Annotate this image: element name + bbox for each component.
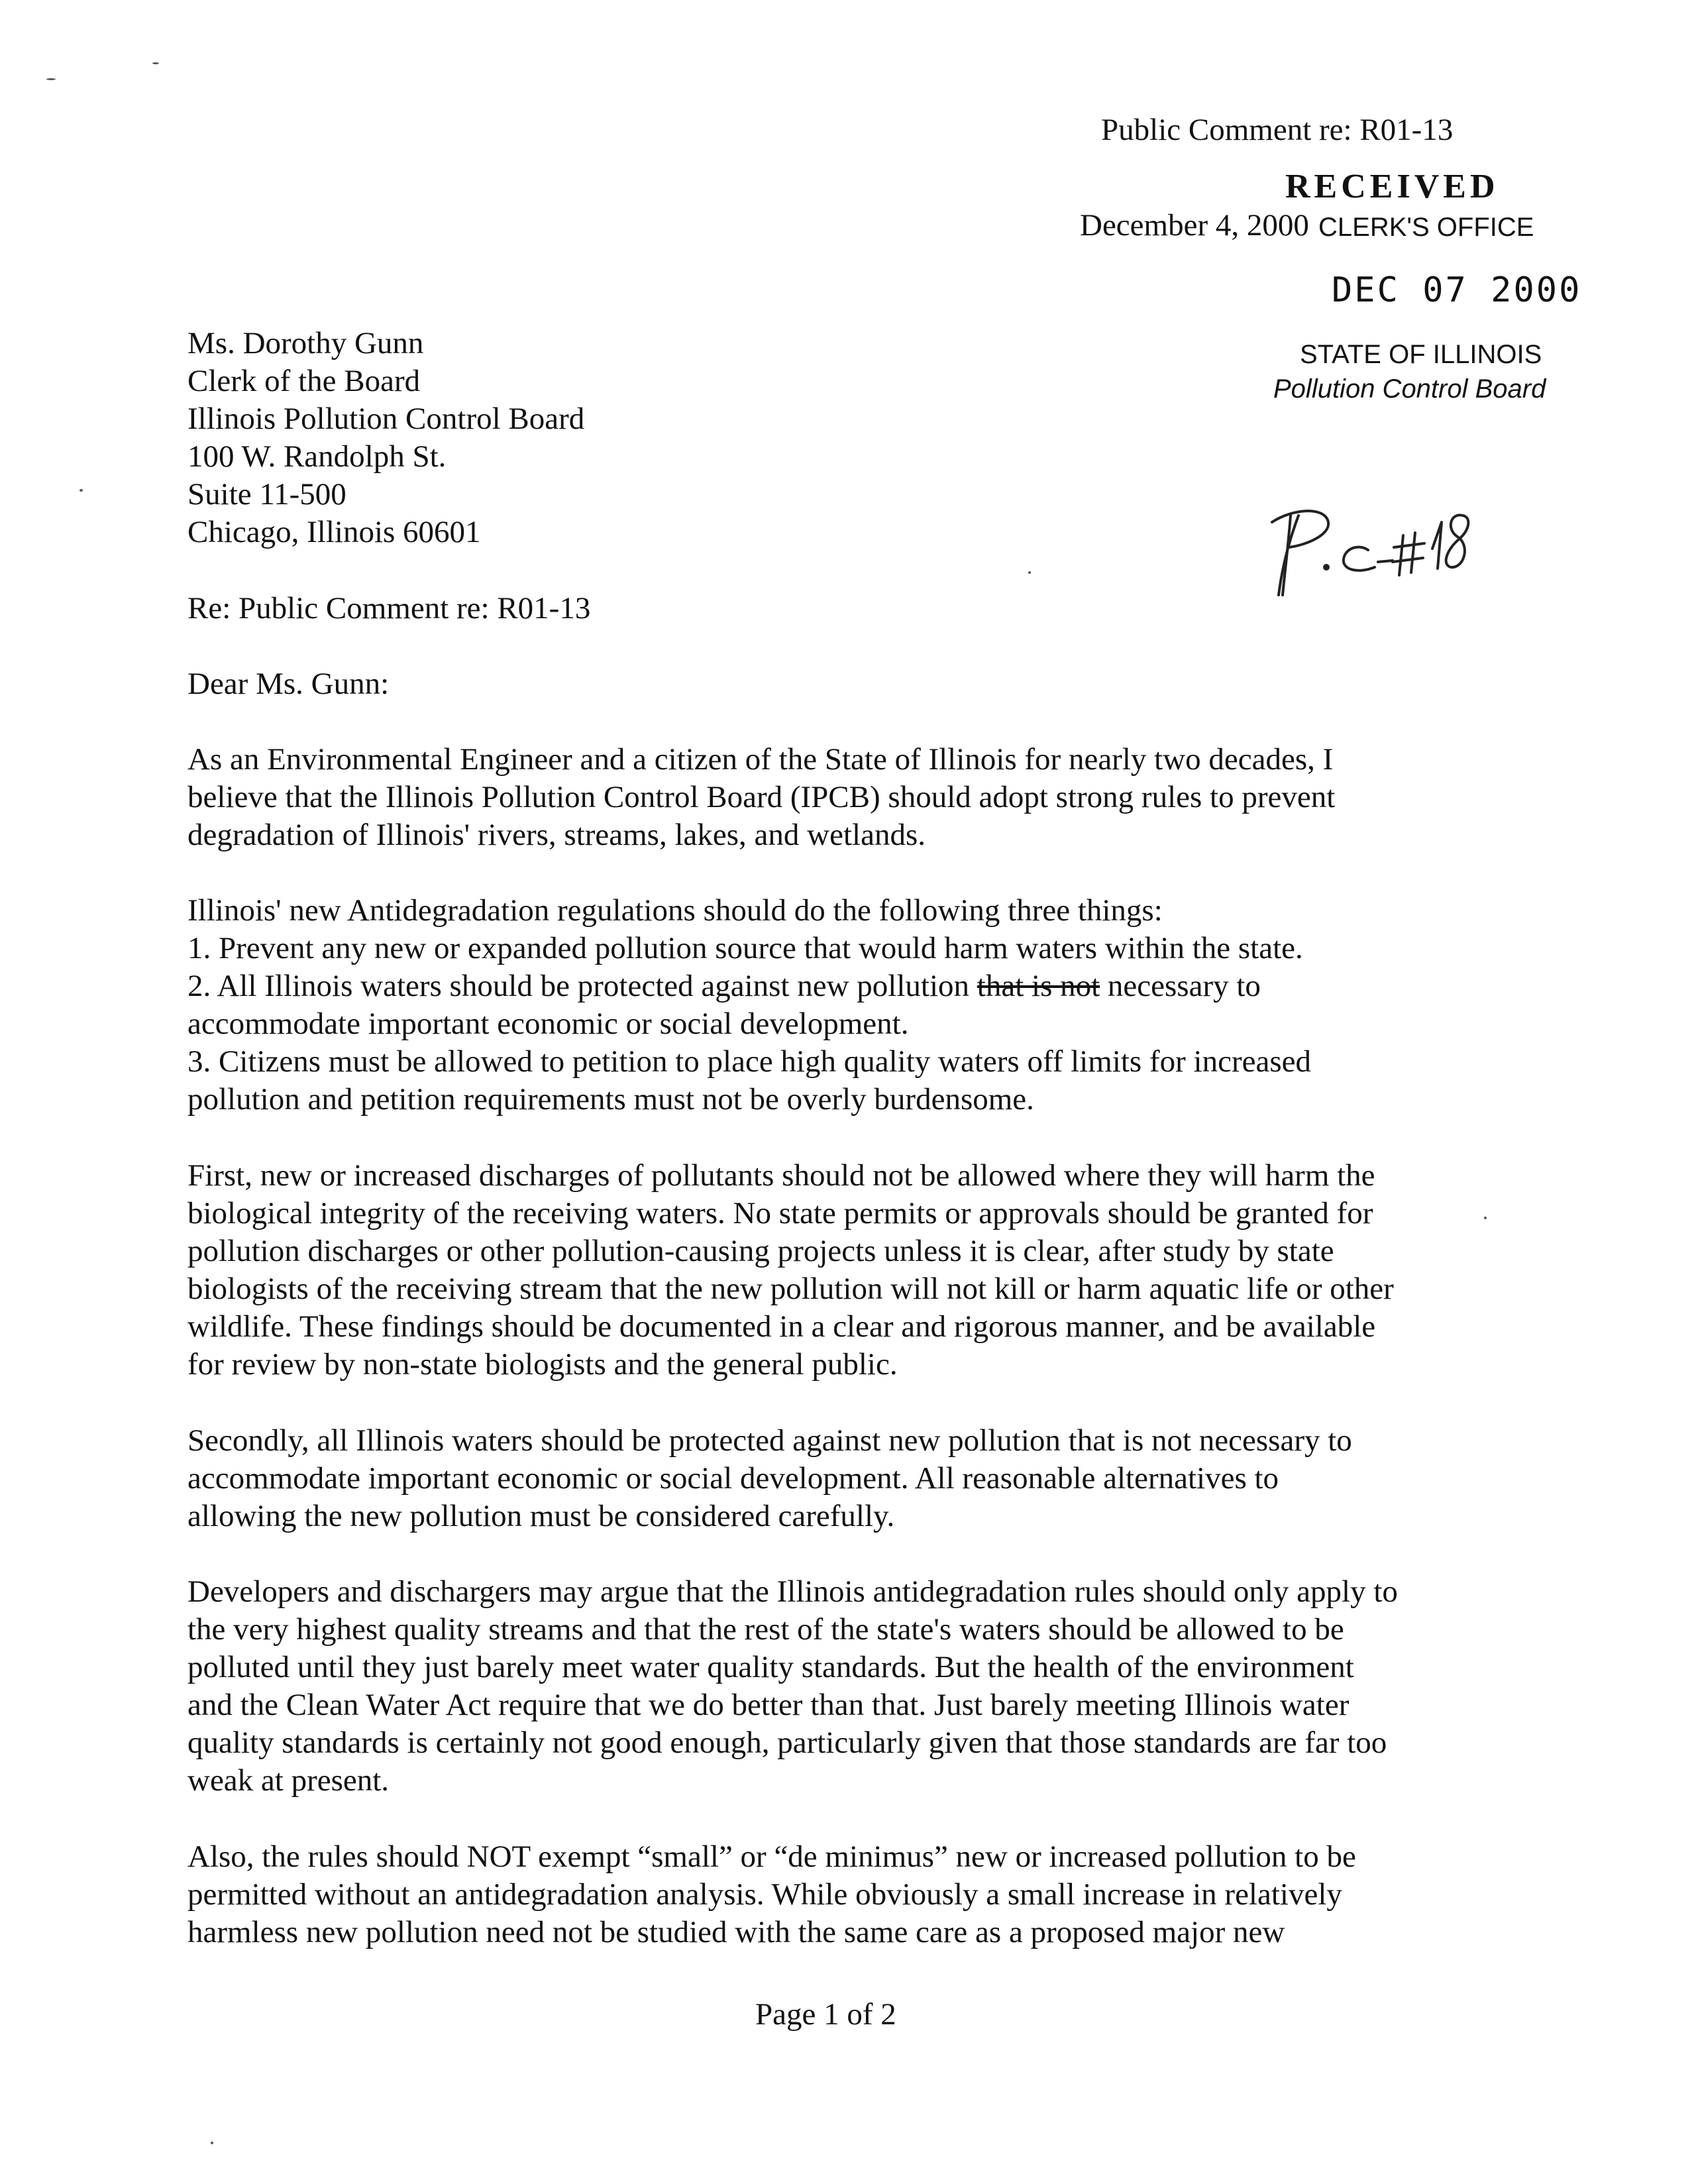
text-line: Secondly, all Illinois waters should be protected against new pollution that is not necessary to xyxy=(187,1423,1352,1458)
body-paragraph-6 xyxy=(187,1838,1552,1951)
recipient-title: Clerk of the Board xyxy=(187,364,421,398)
text-line: 1. Prevent any new or expanded pollution source that would harm waters within the state. xyxy=(187,931,1303,965)
received-stamp-title: RECEIVED xyxy=(1285,168,1499,205)
text-line: 3. Citizens must be allowed to petition to place high quality waters off limits for increased xyxy=(187,1044,1311,1079)
letter-date: December 4, 2000 xyxy=(1080,208,1309,243)
recipient-street: 100 W. Randolph St. xyxy=(187,439,447,474)
text-fragment: necessary to xyxy=(1100,969,1261,1003)
body-paragraph-4 xyxy=(187,1422,1552,1535)
text-line: As an Environmental Engineer and a citizen of the State of Illinois for nearly two decades, I xyxy=(187,742,1334,777)
text-line: the very highest quality streams and that the rest of the state's waters should be allowed to be xyxy=(187,1612,1344,1647)
text-line: quality standards is certainly not good enough, particularly given that those standards are far too xyxy=(187,1725,1387,1760)
text-line: degradation of Illinois' rivers, streams, lakes, and wetlands. xyxy=(187,818,926,852)
text-line: permitted without an antidegradation analysis. While obviously a small increase in relatively xyxy=(187,1877,1342,1912)
text-line: biologists of the receiving stream that the new pollution will not kill or harm aquatic life or other xyxy=(187,1272,1394,1306)
recipient-suite: Suite 11-500 xyxy=(187,477,346,512)
text-line: and the Clean Water Act require that we do better than that. Just barely meeting Illinois water xyxy=(187,1688,1350,1722)
scan-speck xyxy=(80,489,83,492)
text-line: pollution and petition requirements must not be overly burdensome. xyxy=(187,1082,1034,1117)
received-stamp-office: CLERK'S OFFICE xyxy=(1318,213,1534,242)
scan-speck xyxy=(1484,1217,1487,1219)
received-stamp-date: DEC 07 2000 xyxy=(1332,270,1582,310)
text-line: Also, the rules should NOT exempt “small” or “de minimus” new or increased pollution to be xyxy=(187,1839,1356,1874)
text-line: pollution discharges or other pollution-causing projects unless it is clear, after study by state xyxy=(187,1234,1334,1268)
recipient-organization: Illinois Pollution Control Board xyxy=(187,402,585,436)
salutation: Dear Ms. Gunn: xyxy=(187,667,390,701)
scan-speck xyxy=(211,2142,213,2144)
text-line: wildlife. These findings should be documented in a clear and rigorous manner, and be available xyxy=(187,1309,1376,1344)
text-line: Developers and dischargers may argue that the Illinois antidegradation rules should only apply to xyxy=(187,1574,1398,1609)
scan-speck xyxy=(152,62,159,64)
text-line: harmless new pollution need not be studied with the same care as a proposed major new xyxy=(187,1915,1285,1949)
scan-speck xyxy=(1028,571,1031,574)
subject-line: Re: Public Comment re: R01-13 xyxy=(187,591,591,626)
struck-text: that is not xyxy=(977,969,1100,1003)
text-line: for review by non-state biologists and the general public. xyxy=(187,1347,898,1382)
text-line: accommodate important economic or social development. xyxy=(187,1007,909,1041)
received-stamp-state: STATE OF ILLINOIS xyxy=(1300,340,1542,369)
header-reference: Public Comment re: R01-13 xyxy=(1101,113,1454,147)
page-number: Page 1 of 2 xyxy=(755,1997,896,2032)
text-line: weak at present. xyxy=(187,1763,390,1798)
text-line: allowing the new pollution must be considered carefully. xyxy=(187,1499,895,1533)
scan-speck xyxy=(46,78,56,80)
body-paragraph-2 xyxy=(187,892,1552,1119)
body-paragraph-3 xyxy=(187,1157,1552,1384)
text-line: believe that the Illinois Pollution Control Board (IPCB) should adopt strong rules to prevent xyxy=(187,780,1336,814)
text-line xyxy=(187,967,1552,1005)
handwritten-note-signature xyxy=(1252,496,1477,608)
received-stamp-board: Pollution Control Board xyxy=(1273,374,1546,404)
recipient-city: Chicago, Illinois 60601 xyxy=(187,515,481,549)
body-paragraph-1 xyxy=(187,741,1552,854)
recipient-address xyxy=(187,325,584,551)
text-line: biological integrity of the receiving waters. No state permits or approvals should be granted for xyxy=(187,1196,1373,1230)
text-line: First, new or increased discharges of pollutants should not be allowed where they will harm the xyxy=(187,1158,1375,1193)
body-paragraph-5 xyxy=(187,1573,1552,1800)
text-line: accommodate important economic or social development. All reasonable alternatives to xyxy=(187,1461,1279,1496)
text-line: Illinois' new Antidegradation regulations should do the following three things: xyxy=(187,893,1163,928)
text-line: polluted until they just barely meet water quality standards. But the health of the environment xyxy=(187,1650,1354,1684)
text-fragment: 2. All Illinois waters should be protected against new pollution xyxy=(187,969,977,1003)
recipient-name: Ms. Dorothy Gunn xyxy=(187,326,424,360)
